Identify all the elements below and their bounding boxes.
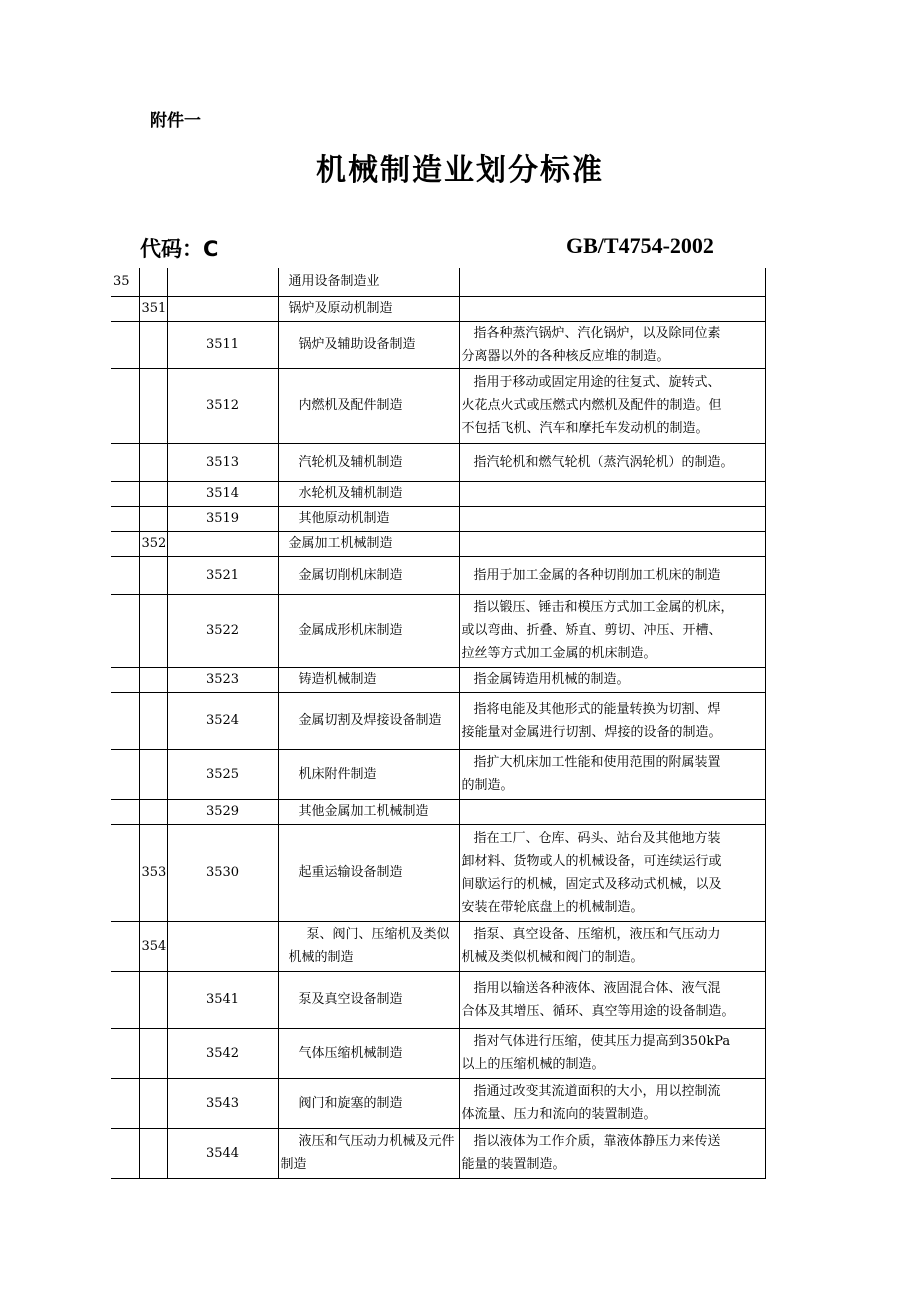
table-row (111, 296, 765, 321)
category-name-cell: 其他金属加工机械制造 (278, 799, 459, 824)
category-name-cell: 金属成形机床制造 (278, 594, 459, 667)
division-code-cell (111, 481, 139, 506)
group-code-cell (139, 749, 167, 799)
description-cell (459, 321, 765, 368)
table-row (111, 749, 765, 799)
description-cell (459, 971, 765, 1028)
category-name-cell: 液压和气压动力机械及元件制造 (278, 1128, 459, 1178)
table-row (111, 443, 765, 481)
class-code-cell: 3513 (167, 443, 278, 481)
class-code-cell (167, 296, 278, 321)
description-cell (459, 667, 765, 692)
description-line: 指将电能及其他形式的能量转换为切割、焊 (473, 701, 721, 717)
description-line: 不包括飞机、汽车和摩托车发动机的制造。 (461, 421, 709, 436)
description-line: 指用以输送各种液体、液固混合体、液气混 (473, 980, 721, 996)
description-line: 的制造。 (461, 778, 514, 793)
description-line: 拉丝等方式加工金属的机床制造。 (461, 646, 657, 661)
division-code-cell (111, 296, 139, 321)
class-code-cell (167, 268, 278, 296)
table-row (111, 921, 765, 971)
group-code-cell: 353 (139, 824, 167, 921)
table-row (111, 824, 765, 921)
description-cell (459, 824, 765, 921)
table-row (111, 481, 765, 506)
group-code-cell (139, 799, 167, 824)
description-cell (459, 692, 765, 749)
group-code-cell (139, 594, 167, 667)
group-code-cell (139, 971, 167, 1028)
group-code-cell: 354 (139, 921, 167, 971)
description-cell (459, 268, 765, 296)
category-name-cell: 内燃机及配件制造 (278, 368, 459, 443)
table-row (111, 692, 765, 749)
table-row (111, 506, 765, 531)
class-code-cell: 3511 (167, 321, 278, 368)
category-name-cell: 汽轮机及辅机制造 (278, 443, 459, 481)
code-label: 代码：C (140, 237, 219, 261)
group-code-cell (139, 481, 167, 506)
description-line: 能量的装置制造。 (461, 1157, 566, 1172)
category-name-cell: 铸造机械制造 (278, 667, 459, 692)
group-code-cell (139, 667, 167, 692)
table-row (111, 531, 765, 556)
division-code-cell (111, 531, 139, 556)
description-line: 指金属铸造用机械的制造。 (473, 672, 630, 687)
group-code-cell (139, 321, 167, 368)
description-line: 火花点火式或压燃式内燃机及配件的制造。但 (461, 398, 722, 413)
group-code-cell (139, 1028, 167, 1078)
division-code-cell (111, 1078, 139, 1128)
class-code-cell: 3523 (167, 667, 278, 692)
category-name-cell: 金属切削机床制造 (278, 556, 459, 594)
description-line: 指用于加工金属的各种切削加工机床的制造 (473, 567, 721, 583)
category-name-cell: 金属切割及焊接设备制造 (278, 692, 459, 749)
description-cell (459, 1028, 765, 1078)
description-cell (459, 749, 765, 799)
group-code-cell (139, 368, 167, 443)
category-name-cell: 通用设备制造业 (278, 268, 459, 296)
division-code-cell (111, 443, 139, 481)
division-code-cell (111, 1128, 139, 1178)
group-code-cell (139, 556, 167, 594)
category-name-cell: 泵、阀门、压缩机及类似机械的制造 (278, 921, 459, 971)
description-line: 指对气体进行压缩，使其压力提高到350kPa (473, 1034, 731, 1049)
category-name-cell: 泵及真空设备制造 (278, 971, 459, 1028)
document-title: 机械制造业划分标准 (316, 153, 604, 188)
division-code-cell (111, 556, 139, 594)
description-line: 指泵、真空设备、压缩机，液压和气压动力 (473, 927, 721, 942)
category-name-cell: 阀门和旋塞的制造 (278, 1078, 459, 1128)
class-code-cell: 3544 (167, 1128, 278, 1178)
description-line: 分离器以外的各种核反应堆的制造。 (461, 348, 670, 364)
table-row (111, 268, 765, 296)
table-row (111, 1128, 765, 1178)
category-name-cell: 水轮机及辅机制造 (278, 481, 459, 506)
description-line: 或以弯曲、折叠、矫直、剪切、冲压、开槽、 (461, 623, 722, 638)
description-cell (459, 556, 765, 594)
table-row (111, 1028, 765, 1078)
division-code-cell: 35 (111, 268, 139, 296)
class-code-cell (167, 531, 278, 556)
description-cell (459, 481, 765, 506)
division-code-cell (111, 824, 139, 921)
class-code-cell: 3512 (167, 368, 278, 443)
description-line: 卸材料、货物或人的机械设备，可连续运行或 (461, 853, 722, 869)
description-line: 指汽轮机和燃气轮机（蒸汽涡轮机）的制造。 (473, 454, 734, 470)
division-code-cell (111, 921, 139, 971)
division-code-cell (111, 1028, 139, 1078)
category-name-cell: 金属加工机械制造 (278, 531, 459, 556)
group-code-cell (139, 692, 167, 749)
classification-table (111, 268, 766, 1179)
group-code-cell (139, 268, 167, 296)
description-line: 间歇运行的机械，固定式及移动式机械，以及 (461, 876, 722, 892)
division-code-cell (111, 594, 139, 667)
description-cell (459, 443, 765, 481)
table-row (111, 368, 765, 443)
group-code-cell: 351 (139, 296, 167, 321)
category-name-cell: 起重运输设备制造 (278, 824, 459, 921)
description-line: 体流量、压力和流向的装置制造。 (461, 1107, 657, 1122)
description-line: 指用于移动或固定用途的往复式、旋转式、 (473, 375, 721, 390)
description-line: 指各种蒸汽锅炉、汽化锅炉，以及除同位素 (473, 325, 721, 341)
table-row (111, 321, 765, 368)
category-name-cell: 其他原动机制造 (278, 506, 459, 531)
division-code-cell (111, 667, 139, 692)
table-row (111, 594, 765, 667)
division-code-cell (111, 749, 139, 799)
class-code-cell: 3542 (167, 1028, 278, 1078)
description-cell (459, 1078, 765, 1128)
description-cell (459, 296, 765, 321)
description-cell (459, 921, 765, 971)
class-code-cell: 3525 (167, 749, 278, 799)
table-row (111, 667, 765, 692)
class-code-cell: 3543 (167, 1078, 278, 1128)
category-name-cell: 机床附件制造 (278, 749, 459, 799)
table-row (111, 1078, 765, 1128)
description-cell (459, 594, 765, 667)
description-cell (459, 799, 765, 824)
table-row (111, 971, 765, 1028)
description-line: 指以液体为工作介质，靠液体静压力来传送 (473, 1134, 721, 1149)
category-name-cell: 锅炉及原动机制造 (278, 296, 459, 321)
class-code-cell: 3530 (167, 824, 278, 921)
description-cell (459, 506, 765, 531)
description-line: 指通过改变其流道面积的大小，用以控制流 (473, 1084, 721, 1099)
table-row (111, 556, 765, 594)
description-line: 合体及其增压、循环、真空等用途的设备制造。 (461, 1003, 735, 1019)
division-code-cell (111, 506, 139, 531)
description-line: 安装在带轮底盘上的机械制造。 (461, 899, 644, 915)
group-code-cell: 352 (139, 531, 167, 556)
class-code-cell: 3541 (167, 971, 278, 1028)
description-line: 接能量对金属进行切割、焊接的设备的制造。 (461, 724, 722, 740)
description-line: 指在工厂、仓库、码头、站台及其他地方装 (473, 830, 721, 846)
attachment-label: 附件一 (150, 111, 201, 131)
description-line: 指扩大机床加工性能和使用范围的附属装置 (473, 755, 721, 770)
class-code-cell: 3519 (167, 506, 278, 531)
description-line: 机械及类似机械和阀门的制造。 (461, 950, 644, 965)
group-code-cell (139, 506, 167, 531)
group-code-cell (139, 1128, 167, 1178)
category-name-cell: 锅炉及辅助设备制造 (278, 321, 459, 368)
description-line: 以上的压缩机械的制造。 (461, 1057, 605, 1072)
division-code-cell (111, 692, 139, 749)
division-code-cell (111, 971, 139, 1028)
category-name-cell: 气体压缩机械制造 (278, 1028, 459, 1078)
group-code-cell (139, 443, 167, 481)
group-code-cell (139, 1078, 167, 1128)
division-code-cell (111, 799, 139, 824)
class-code-cell: 3524 (167, 692, 278, 749)
class-code-cell: 3521 (167, 556, 278, 594)
description-line: 指以锻压、锤击和模压方式加工金属的机床， (473, 600, 734, 615)
class-code-cell: 3514 (167, 481, 278, 506)
class-code-cell: 3522 (167, 594, 278, 667)
description-cell (459, 531, 765, 556)
description-cell (459, 368, 765, 443)
standard-number: GB/T4754-2002 (566, 233, 714, 258)
class-code-cell (167, 921, 278, 971)
description-cell (459, 1128, 765, 1178)
table-row (111, 799, 765, 824)
division-code-cell (111, 368, 139, 443)
class-code-cell: 3529 (167, 799, 278, 824)
division-code-cell (111, 321, 139, 368)
